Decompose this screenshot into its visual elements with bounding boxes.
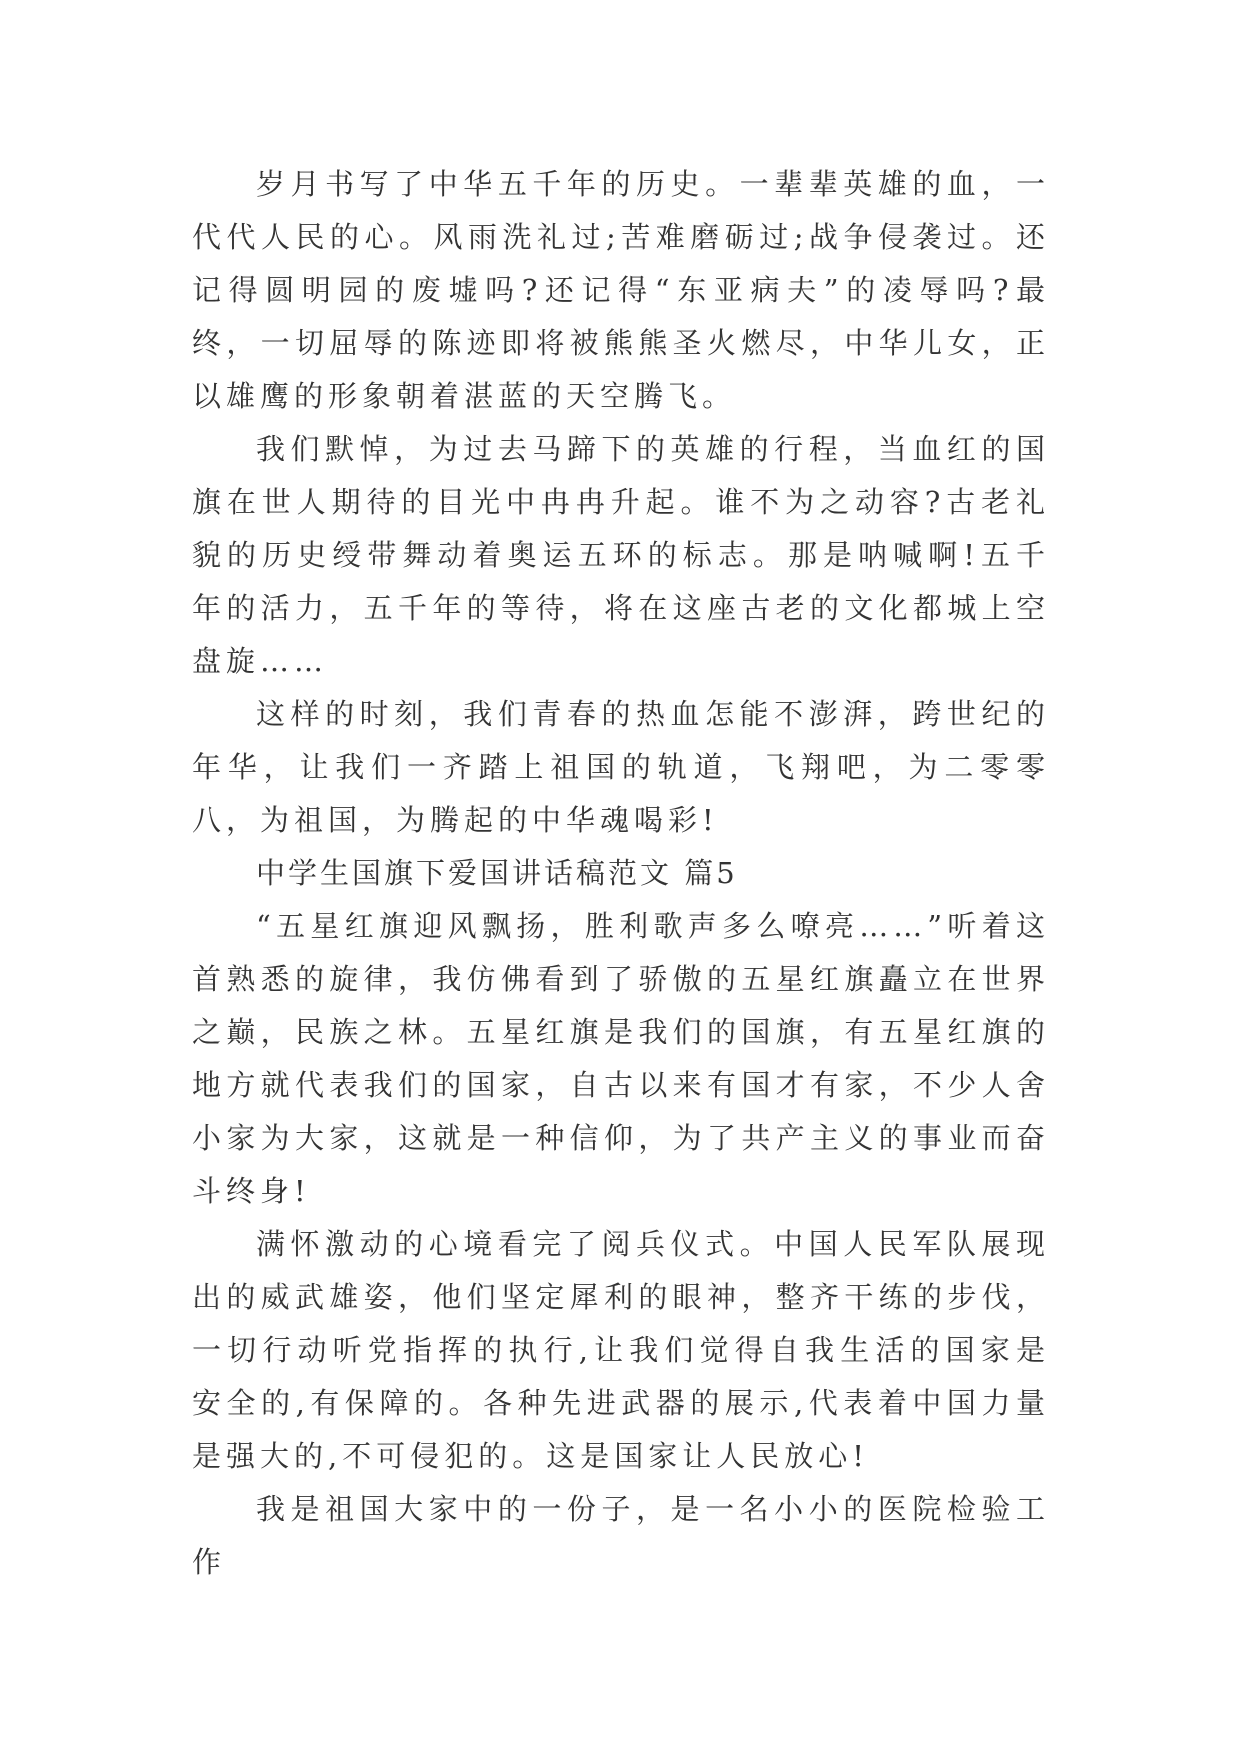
paragraph-2: 我们默悼，为过去马蹄下的英雄的行程，当血红的国旗在世人期待的目光中冉冉升起。谁不为之动容?古老礼貌的历史绶带舞动着奥运五环的标志。那是呐喊啊!五千年的活力，五千年的等待，将在这座古老的文化都城上空盘旋……	[192, 432, 1050, 678]
section-heading: 中学生国旗下爱国讲话稿范文 篇5	[256, 856, 738, 890]
paragraph-5: 满怀激动的心境看完了阅兵仪式。中国人民军队展现出的威武雄姿，他们坚定犀利的眼神，整齐干练的步伐，一切行动听党指挥的执行,让我们觉得自我生活的国家是安全的,有保障的。各种先进武器的展示,代表着中国力量是强大的,不可侵犯的。这是国家让人民放心!	[192, 1227, 1050, 1473]
paragraph-1: 岁月书写了中华五千年的历史。一辈辈英雄的血，一代代人民的心。风雨洗礼过;苦难磨砺过;战争侵袭过。还记得圆明园的废墟吗?还记得“东亚病夫”的凌辱吗?最终，一切屈辱的陈迹即将被熊熊圣火燃尽，中华儿女，正以雄鹰的形象朝着湛蓝的天空腾飞。	[192, 167, 1050, 413]
document-body	[192, 158, 1050, 1589]
paragraph-4: “五星红旗迎风飘扬，胜利歌声多么嘹亮……”听着这首熟悉的旋律，我仿佛看到了骄傲的五星红旗矗立在世界之巅，民族之林。五星红旗是我们的国旗，有五星红旗的地方就代表我们的国家，自古以来有国才有家，不少人舍小家为大家，这就是一种信仰，为了共产主义的事业而奋斗终身!	[192, 909, 1050, 1208]
paragraph-3: 这样的时刻，我们青春的热血怎能不澎湃，跨世纪的年华，让我们一齐踏上祖国的轨道，飞翔吧，为二零零八，为祖国，为腾起的中华魂喝彩!	[192, 697, 1050, 837]
paragraph-6: 我是祖国大家中的一份子，是一名小小的医院检验工作	[192, 1492, 1050, 1579]
